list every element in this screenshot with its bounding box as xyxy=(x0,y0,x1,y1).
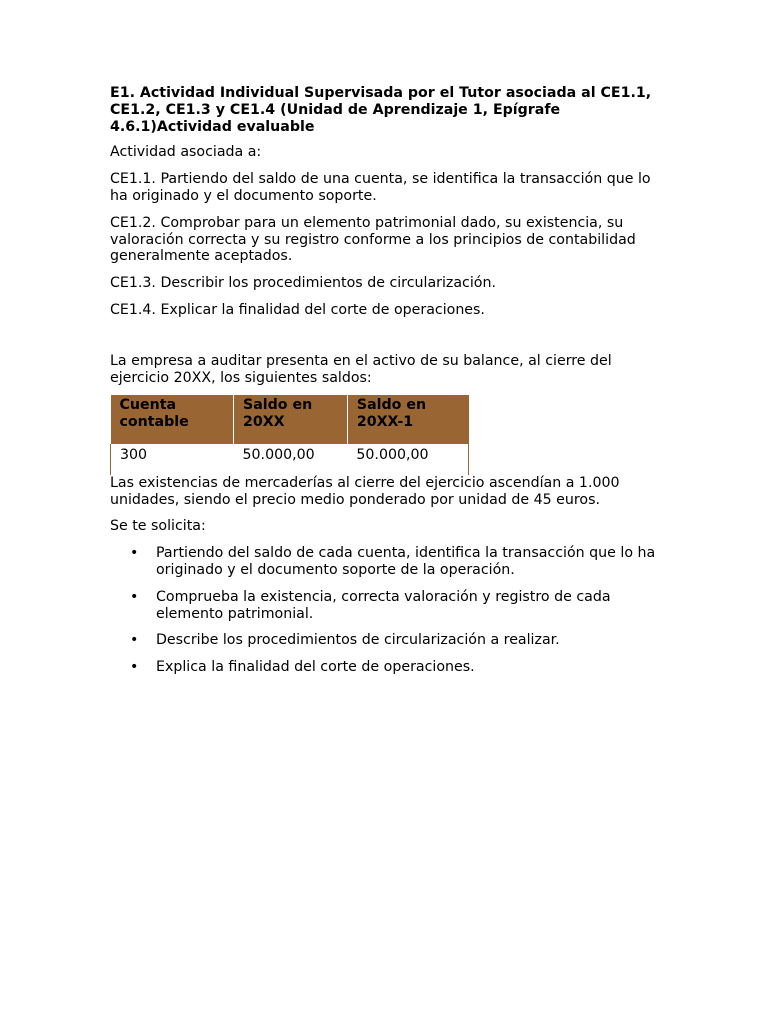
cell-saldo-20xx: 50.000,00 xyxy=(242,446,315,463)
cell-saldo-20xx-1: 50.000,00 xyxy=(347,444,468,475)
task-text: Explica la finalidad del corte de operaciones. xyxy=(156,659,475,676)
inventory-note: Las existencias de mercaderías al cierre del ejercicio ascendían a 1.000 unidades, siendo el precio medio ponderado por unidad de 45 euros. xyxy=(110,474,620,508)
list-item xyxy=(110,659,670,676)
scenario-text: La empresa a auditar presenta en el activo de su balance, al cierre del ejercicio 20XX, los siguientes saldos: xyxy=(110,352,612,386)
criterion-ce1-3: CE1.3. Describir los procedimientos de circularización. xyxy=(110,275,496,292)
criterion-ce1-4: CE1.4. Explicar la finalidad del corte de operaciones. xyxy=(110,301,485,318)
criterion-ce1-2: CE1.2. Comprobar para un elemento patrimonial dado, su existencia, su valoración correcta y su registro conforme a los principios de contabilidad generalmente aceptados. xyxy=(110,214,636,265)
task-text: Describe los procedimientos de circularización a realizar. xyxy=(156,632,560,649)
document-body xyxy=(110,85,670,686)
list-item xyxy=(110,589,670,623)
bullet-icon: • xyxy=(130,659,139,676)
task-text: Partiendo del saldo de cada cuenta, identifica la transacción que lo ha originado y el documento soporte de la operación. xyxy=(156,545,656,578)
table-row xyxy=(111,444,469,475)
task-list xyxy=(110,545,670,676)
header-cuenta-contable: Cuenta contable xyxy=(111,395,234,444)
request-intro: Se te solicita: xyxy=(110,518,206,535)
bullet-icon: • xyxy=(130,545,139,562)
task-text: Comprueba la existencia, correcta valoración y registro de cada elemento patrimonial. xyxy=(156,588,611,622)
intro-text: Actividad asociada a: xyxy=(110,144,262,161)
balance-table xyxy=(110,395,469,474)
bullet-icon: • xyxy=(130,632,139,649)
cell-cuenta: 300 xyxy=(111,444,234,475)
list-item xyxy=(110,545,670,579)
table-header-row xyxy=(111,395,469,444)
blank-spacer xyxy=(110,329,670,353)
header-saldo-20xx: Saldo en 20XX xyxy=(234,395,348,444)
criterion-ce1-1: CE1.1. Partiendo del saldo de una cuenta, se identifica la transacción que lo ha originado y el documento soporte. xyxy=(110,171,651,204)
list-item xyxy=(110,632,670,649)
header-saldo-20xx-1: Saldo en 20XX-1 xyxy=(347,395,468,444)
bullet-icon: • xyxy=(130,588,139,605)
activity-title: E1. Actividad Individual Supervisada por el Tutor asociada al CE1.1, CE1.2, CE1.3 y CE1.4 (Unidad de Aprendizaje 1, Epígrafe 4.6.1)Actividad evaluable xyxy=(110,85,652,135)
